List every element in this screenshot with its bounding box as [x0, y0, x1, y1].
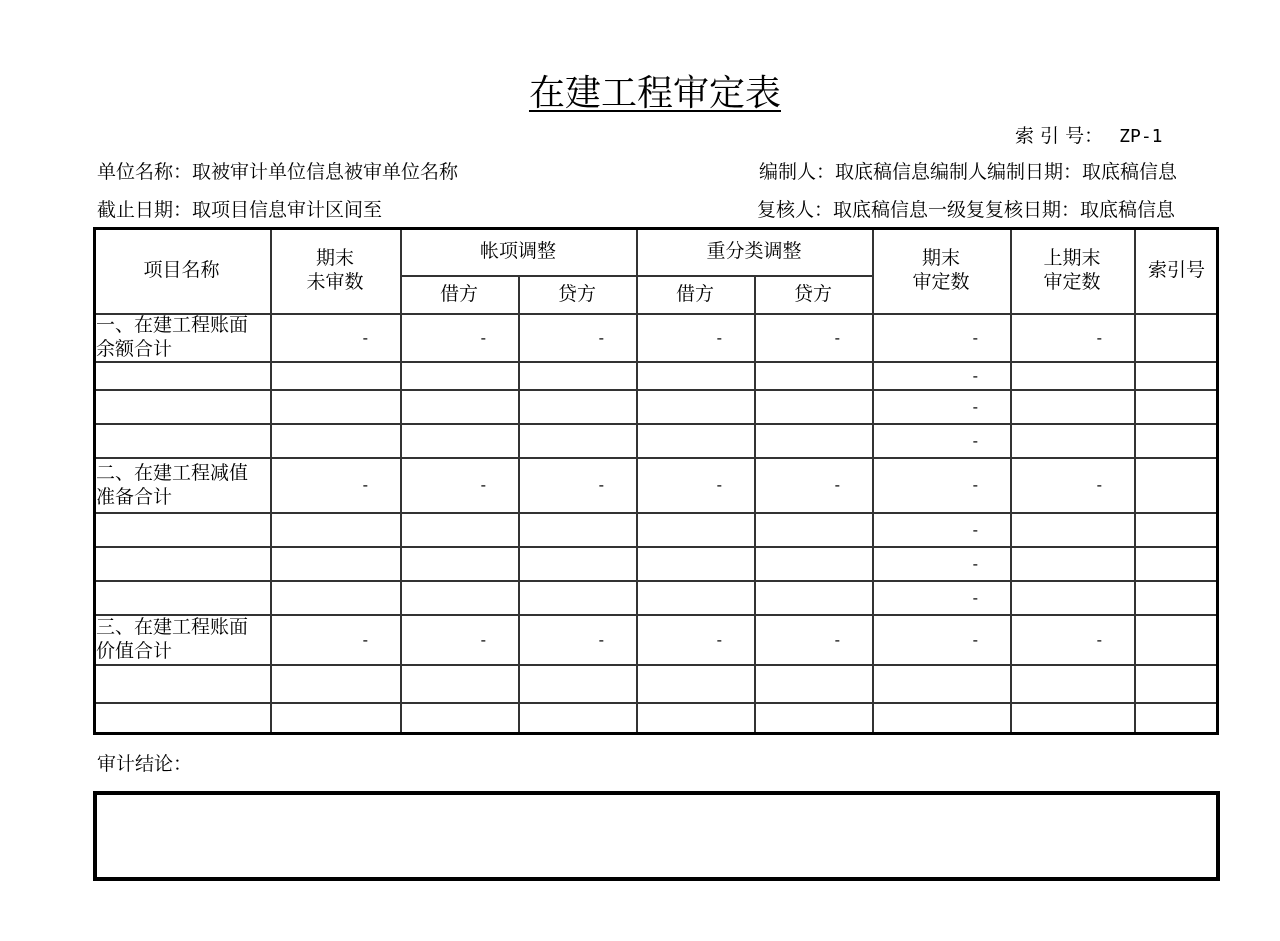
header-credit: 贷方: [793, 283, 832, 305]
table-cell[interactable]: [1010, 546, 1134, 580]
table-cell[interactable]: -: [834, 327, 840, 347]
table-cell[interactable]: [754, 512, 872, 546]
header-line: 审定数: [912, 271, 970, 293]
table-cell[interactable]: -: [598, 475, 604, 494]
table-cell[interactable]: [400, 423, 518, 457]
conclusion-box[interactable]: [93, 791, 1220, 881]
reviewer-info: 复核人：取底稿信息一级复复核日期：取底稿信息: [757, 199, 1176, 221]
header-credit: 贷方: [557, 283, 596, 305]
table-cell[interactable]: [1010, 423, 1134, 457]
table-cell[interactable]: [1134, 664, 1219, 702]
table-cell[interactable]: -: [972, 519, 978, 539]
table-cell[interactable]: -: [362, 327, 368, 347]
table-cell[interactable]: [518, 512, 636, 546]
table-cell[interactable]: [1010, 702, 1134, 735]
table-row-name: [93, 580, 270, 614]
title-text: 在建工程审定表: [528, 73, 781, 114]
table-cell[interactable]: -: [972, 475, 978, 494]
table-cell[interactable]: [518, 389, 636, 423]
table-cell[interactable]: [270, 702, 400, 735]
table-cell[interactable]: -: [598, 327, 604, 347]
table-cell[interactable]: -: [480, 629, 486, 649]
table-cell[interactable]: [1010, 389, 1134, 423]
table-row-name: [93, 546, 270, 580]
page-title: [0, 70, 1280, 118]
cutoff-date: 截止日期：取项目信息审计区间至: [97, 199, 383, 221]
audit-table: [93, 227, 1219, 735]
table-cell[interactable]: [400, 664, 518, 702]
table-cell[interactable]: -: [480, 327, 486, 347]
header-index-no: 索引号: [1147, 259, 1205, 281]
table-row-name: [93, 512, 270, 546]
table-cell[interactable]: -: [972, 553, 978, 573]
table-cell[interactable]: [636, 361, 754, 389]
table-row-name: [93, 702, 270, 735]
table-cell[interactable]: -: [834, 475, 840, 494]
row-name-line: 三、在建工程账面: [96, 616, 249, 638]
table-cell[interactable]: [636, 702, 754, 735]
table-row-name: [93, 423, 270, 457]
header-line: 审定数: [1043, 271, 1101, 293]
table-cell[interactable]: [1134, 313, 1219, 361]
table-cell[interactable]: [270, 423, 400, 457]
table-cell[interactable]: [1134, 423, 1219, 457]
table-cell[interactable]: [636, 664, 754, 702]
table-cell[interactable]: [518, 702, 636, 735]
header-line: 未审数: [306, 271, 364, 293]
table-cell[interactable]: [754, 361, 872, 389]
table-cell[interactable]: [400, 702, 518, 735]
table-cell[interactable]: [1134, 580, 1219, 614]
table-cell[interactable]: -: [1096, 475, 1102, 494]
table-cell[interactable]: -: [972, 365, 978, 385]
table-cell[interactable]: [270, 664, 400, 702]
table-cell[interactable]: [754, 664, 872, 702]
table-cell[interactable]: [636, 512, 754, 546]
preparer-info: 编制人：取底稿信息编制人编制日期：取底稿信息: [759, 161, 1178, 183]
table-cell[interactable]: -: [362, 475, 368, 494]
table-cell[interactable]: [1134, 546, 1219, 580]
table-cell[interactable]: [754, 423, 872, 457]
table-cell[interactable]: [1134, 512, 1219, 546]
header-prior-audited: [1010, 227, 1134, 313]
table-cell[interactable]: [1134, 361, 1219, 389]
table-cell[interactable]: -: [716, 629, 722, 649]
table-cell[interactable]: [872, 702, 1010, 735]
header-account-adjust: 帐项调整: [479, 240, 556, 262]
index-ref: [1015, 124, 1163, 149]
table-cell[interactable]: -: [362, 629, 368, 649]
table-cell[interactable]: [400, 361, 518, 389]
table-cell[interactable]: [270, 580, 400, 614]
table-cell[interactable]: [270, 546, 400, 580]
table-cell[interactable]: [1134, 457, 1219, 512]
table-cell[interactable]: [1010, 361, 1134, 389]
table-cell[interactable]: [270, 361, 400, 389]
table-cell[interactable]: [270, 512, 400, 546]
header-unaudited: [270, 227, 400, 313]
table-cell[interactable]: [400, 580, 518, 614]
table-cell[interactable]: -: [598, 629, 604, 649]
row-name-line: 价值合计: [96, 640, 173, 662]
unit-name: 单位名称：取被审计单位信息被审单位名称: [97, 161, 459, 183]
header-line: 上期末: [1043, 247, 1101, 269]
table-cell[interactable]: [636, 546, 754, 580]
header-debit: 借方: [675, 283, 714, 305]
header-item-name: 项目名称: [143, 259, 220, 281]
table-cell[interactable]: [400, 389, 518, 423]
table-cell[interactable]: [270, 389, 400, 423]
table-row-name: [93, 389, 270, 423]
table-cell[interactable]: [518, 423, 636, 457]
table-cell[interactable]: [518, 546, 636, 580]
table-cell[interactable]: [636, 423, 754, 457]
table-cell[interactable]: -: [972, 587, 978, 607]
table-row-name: [93, 313, 270, 361]
table-cell[interactable]: [636, 389, 754, 423]
table-cell[interactable]: [754, 580, 872, 614]
table-cell[interactable]: [1134, 389, 1219, 423]
table-cell[interactable]: [1134, 614, 1219, 664]
table-cell[interactable]: -: [972, 629, 978, 649]
conclusion-label: 审计结论：: [97, 753, 193, 775]
header-line: 期末: [921, 247, 960, 269]
index-ref-value: ZP-1: [1119, 126, 1163, 147]
table-cell[interactable]: [754, 389, 872, 423]
table-cell[interactable]: [1010, 512, 1134, 546]
table-cell[interactable]: -: [716, 475, 722, 494]
table-cell[interactable]: [400, 512, 518, 546]
table-cell[interactable]: [518, 664, 636, 702]
row-name-line: 余额合计: [96, 338, 173, 360]
table-cell[interactable]: -: [1096, 629, 1102, 649]
table-row-name: [93, 361, 270, 389]
table-cell[interactable]: -: [972, 396, 978, 416]
row-name-line: 准备合计: [96, 485, 173, 508]
table-cell[interactable]: [754, 546, 872, 580]
table-cell[interactable]: -: [972, 430, 978, 450]
table-cell[interactable]: -: [716, 327, 722, 347]
table-cell[interactable]: [636, 580, 754, 614]
header-audited: [872, 227, 1010, 313]
table-cell[interactable]: [400, 546, 518, 580]
row-name-line: 二、在建工程减值: [96, 461, 249, 484]
table-cell[interactable]: -: [480, 475, 486, 494]
row-name-line: 一、在建工程账面: [96, 314, 249, 336]
table-row-name: [93, 614, 270, 664]
table-cell[interactable]: [754, 702, 872, 735]
table-cell[interactable]: [1010, 580, 1134, 614]
index-ref-label: 索 引 号：: [1015, 125, 1104, 147]
table-cell[interactable]: [518, 580, 636, 614]
header-reclass-adjust: 重分类调整: [706, 240, 802, 262]
table-cell[interactable]: [518, 361, 636, 389]
table-cell[interactable]: [872, 664, 1010, 702]
table-cell[interactable]: -: [1096, 327, 1102, 347]
table-cell[interactable]: -: [834, 629, 840, 649]
table-cell[interactable]: [1010, 664, 1134, 702]
table-cell[interactable]: [1134, 702, 1219, 735]
header-line: 期末: [315, 247, 354, 269]
table-row-name: [93, 457, 270, 512]
header-debit: 借方: [439, 283, 478, 305]
table-row-name: [93, 664, 270, 702]
table-cell[interactable]: -: [972, 327, 978, 347]
